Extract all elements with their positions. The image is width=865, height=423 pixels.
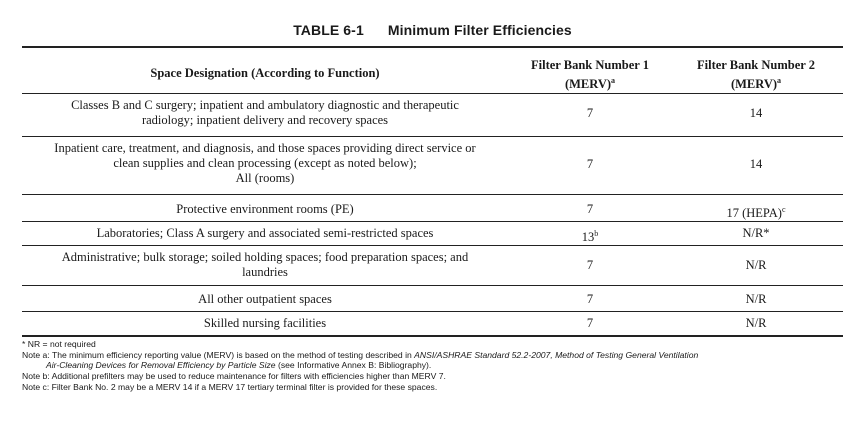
note-a: [22, 350, 852, 371]
row-2-line-1: Inpatient care, treatment, and diagnosis, and those spaces providing direct service or: [54, 141, 476, 155]
note-b: Note b: Additional prefilters may be used to reduce maintenance for filters with efficiencies higher than MERV 7.: [22, 371, 446, 382]
header-space-designation: Space Designation (According to Function): [150, 66, 380, 80]
row-7-line-1: Skilled nursing facilities: [203, 316, 327, 330]
row-4-bank2-value: N/R*: [742, 226, 770, 240]
row-divider: [22, 245, 843, 246]
table-row-2-bank1: [515, 157, 665, 172]
table-row-5-space: [24, 250, 506, 280]
row-2-line-3: All (rooms): [235, 171, 295, 185]
header-filter-bank-2-sup: a: [777, 76, 782, 85]
row-4-bank1-value: 13: [581, 230, 595, 245]
row-7-bank1-value: 7: [586, 316, 594, 330]
row-6-bank2-value: N/R: [745, 292, 767, 306]
row-3-bank2-value: 17 (HEPA): [726, 206, 782, 221]
table-title-text: Minimum Filter Efficiencies: [387, 22, 572, 38]
row-3-bank1-value: 7: [586, 202, 594, 216]
table-row-3-bank1: [515, 202, 665, 217]
row-divider: [22, 285, 843, 286]
table-number: TABLE 6-1: [293, 22, 364, 38]
note-a-suffix: (see Informative Annex B: Bibliography).: [275, 360, 432, 371]
row-1-line-1: Classes B and C surgery; inpatient and ambulatory diagnostic and therapeutic: [71, 98, 459, 112]
row-divider: [22, 221, 843, 222]
table-row-1-space: [24, 98, 506, 128]
table-row-4-bank1: [515, 226, 665, 245]
row-1-line-2: radiology; inpatient delivery and recovery spaces: [141, 113, 389, 127]
table-row-2-bank2: [672, 157, 840, 172]
table-row-2-space: [24, 141, 506, 186]
header-filter-bank-1: [515, 58, 665, 92]
row-5-line-2: laundries: [242, 265, 288, 279]
row-5-bank1-value: 7: [586, 258, 594, 272]
table-row-3-bank2: [672, 202, 840, 221]
note-nr: * NR = not required: [22, 339, 96, 349]
row-4-bank1-sup: b: [594, 229, 599, 238]
header-filter-bank-2-line1: Filter Bank Number 2: [697, 58, 815, 72]
row-divider: [22, 311, 843, 312]
header-filter-bank-1-line1: Filter Bank Number 1: [531, 58, 649, 72]
row-3-line-1: Protective environment rooms (PE): [176, 202, 354, 216]
row-2-bank2-value: 14: [749, 157, 763, 171]
table-row-4-bank2: [672, 226, 840, 241]
row-1-bank1-value: 7: [586, 106, 594, 120]
row-6-bank1-value: 7: [586, 292, 594, 306]
header-filter-bank-1-line2: (MERV): [564, 77, 612, 92]
table-row-3-space: [24, 202, 506, 217]
top-rule: [22, 46, 843, 48]
note-a-standard-cont: Air-Cleaning Devices for Removal Efficiency by Particle Size: [46, 360, 276, 371]
row-divider: [22, 194, 843, 195]
row-6-line-1: All other outpatient spaces: [198, 292, 332, 306]
row-5-line-1: Administrative; bulk storage; soiled holding spaces; food preparation spaces; and: [61, 250, 469, 264]
table-row-7-bank1: [515, 316, 665, 331]
row-3-bank2-sup: c: [781, 205, 786, 214]
table-row-5-bank2: [672, 258, 840, 273]
table-row-7-space: [24, 316, 506, 331]
table-row-4-space: [24, 226, 506, 241]
header-rule: [22, 93, 843, 94]
table-row-6-bank2: [672, 292, 840, 307]
table-notes: [22, 339, 852, 393]
bottom-rule: [22, 335, 843, 337]
table-row-6-space: [24, 292, 506, 307]
table-row-1-bank2: [672, 106, 840, 121]
row-7-bank2-value: N/R: [745, 316, 767, 330]
note-a-standard: ANSI/ASHRAE Standard 52.2-2007, Method of Testing General Ventilation: [414, 349, 699, 360]
table-row-7-bank2: [672, 316, 840, 331]
header-filter-bank-2-line2: (MERV): [730, 77, 778, 92]
row-2-line-2: clean supplies and clean processing (except as noted below);: [113, 156, 417, 170]
table-row-1-bank1: [515, 106, 665, 121]
row-divider: [22, 136, 843, 137]
table-row-5-bank1: [515, 258, 665, 273]
row-2-bank1-value: 7: [586, 157, 594, 171]
row-5-bank2-value: N/R: [745, 258, 767, 272]
note-a-prefix: Note a: The minimum efficiency reporting value (MERV) is based on the method of testing described in: [22, 349, 415, 360]
row-4-line-1: Laboratories; Class A surgery and associated semi-restricted spaces: [96, 226, 434, 240]
header-filter-bank-1-sup: a: [611, 76, 616, 85]
row-1-bank2-value: 14: [749, 106, 763, 120]
table-row-6-bank1: [515, 292, 665, 307]
table-title: [0, 22, 865, 38]
note-c: Note c: Filter Bank No. 2 may be a MERV 14 if a MERV 17 tertiary terminal filter is provided for these spaces.: [22, 381, 438, 392]
header-filter-bank-2: [672, 58, 840, 92]
